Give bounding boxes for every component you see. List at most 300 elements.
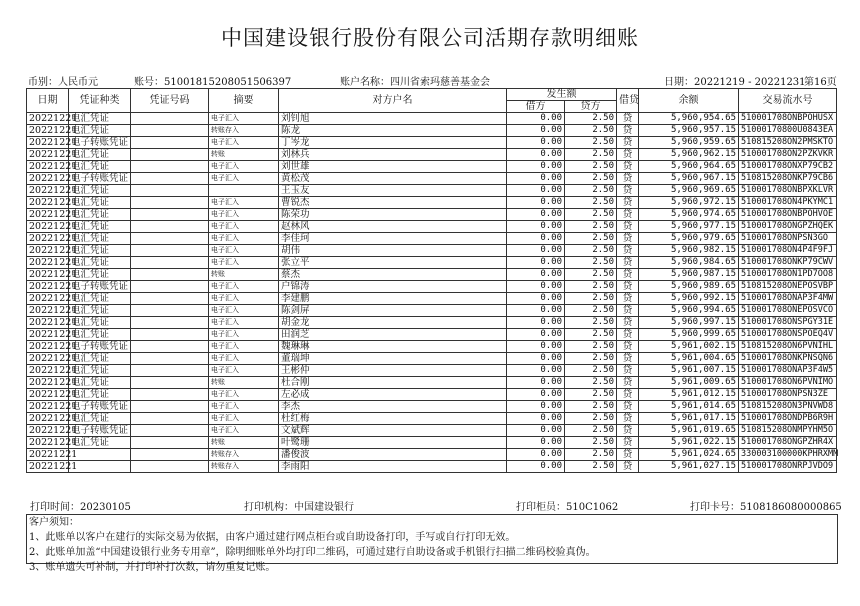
row-voucher-type: 电子转账凭证 xyxy=(69,281,131,293)
table-row xyxy=(27,269,837,281)
row-summary: 转账 xyxy=(209,149,279,161)
row-debit: 0.00 xyxy=(507,317,565,329)
table-row xyxy=(27,197,837,209)
table-row xyxy=(27,125,837,137)
row-balance: 5,960,977.15 xyxy=(639,221,739,233)
row-voucher-number xyxy=(131,377,209,389)
row-debit-credit: 贷 xyxy=(617,245,639,257)
row-debit-credit: 贷 xyxy=(617,185,639,197)
row-serial: 510001708ONKPNSQN6 xyxy=(739,353,837,365)
row-counterparty: 潘俊波 xyxy=(279,449,507,461)
row-date: 20221221 xyxy=(27,233,69,245)
row-balance: 5,961,027.15 xyxy=(639,461,739,473)
row-serial: 510001708ONBPOHVOE xyxy=(739,209,837,221)
row-voucher-number xyxy=(131,365,209,377)
row-debit: 0.00 xyxy=(507,161,565,173)
row-serial: 510001708ONGPZHQEK xyxy=(739,221,837,233)
row-summary: 电子汇入 xyxy=(209,173,279,185)
row-voucher-number xyxy=(131,341,209,353)
table-row xyxy=(27,185,837,197)
row-debit: 0.00 xyxy=(507,233,565,245)
row-date: 20221221 xyxy=(27,437,69,449)
row-balance: 5,960,987.15 xyxy=(639,269,739,281)
table-row xyxy=(27,389,837,401)
row-date: 20221221 xyxy=(27,341,69,353)
table-row xyxy=(27,329,837,341)
statement-meta xyxy=(28,73,838,87)
row-counterparty: 董瑞坤 xyxy=(279,353,507,365)
row-summary: 电子汇入 xyxy=(209,353,279,365)
row-voucher-type: 电汇凭证 xyxy=(69,317,131,329)
transaction-rows xyxy=(27,113,837,473)
row-counterparty: 李建鹏 xyxy=(279,293,507,305)
row-summary: 电子汇入 xyxy=(209,401,279,413)
row-counterparty: 刘世雄 xyxy=(279,161,507,173)
row-summary: 电子汇入 xyxy=(209,305,279,317)
row-credit: 2.50 xyxy=(565,281,617,293)
row-voucher-type: 电汇凭证 xyxy=(69,437,131,449)
row-summary: 电子汇入 xyxy=(209,245,279,257)
row-voucher-number xyxy=(131,389,209,401)
row-counterparty: 陈龙 xyxy=(279,125,507,137)
row-debit: 0.00 xyxy=(507,197,565,209)
row-balance: 5,961,012.15 xyxy=(639,389,739,401)
row-counterparty: 胡伟 xyxy=(279,245,507,257)
row-summary: 转账 xyxy=(209,437,279,449)
row-credit: 2.50 xyxy=(565,413,617,425)
row-serial: 510815208ONMPYHM5O xyxy=(739,425,837,437)
table-row xyxy=(27,461,837,473)
row-summary: 电子汇入 xyxy=(209,113,279,125)
row-serial: 510001708ONDPB6R9H xyxy=(739,413,837,425)
row-serial: 510001708ONKP79CWV xyxy=(739,257,837,269)
row-debit: 0.00 xyxy=(507,209,565,221)
page-number: 第16页 xyxy=(804,77,837,88)
statement-date-range: 日期：20221219 - 20221231 xyxy=(664,77,806,88)
row-balance: 5,961,007.15 xyxy=(639,365,739,377)
row-debit-credit: 贷 xyxy=(617,221,639,233)
row-counterparty: 魏琳琳 xyxy=(279,341,507,353)
row-serial: 510001708ONPSN3GO xyxy=(739,233,837,245)
row-date: 20221221 xyxy=(27,329,69,341)
row-date: 20221221 xyxy=(27,281,69,293)
row-debit-credit: 贷 xyxy=(617,281,639,293)
row-date: 20221221 xyxy=(27,137,69,149)
table-row xyxy=(27,437,837,449)
row-voucher-type: 电汇凭证 xyxy=(69,197,131,209)
row-balance: 5,960,957.15 xyxy=(639,125,739,137)
row-balance: 5,960,982.15 xyxy=(639,245,739,257)
row-counterparty: 左必成 xyxy=(279,389,507,401)
row-debit-credit: 贷 xyxy=(617,353,639,365)
row-debit-credit: 贷 xyxy=(617,149,639,161)
row-serial: 510001708ON6PVNIMO xyxy=(739,377,837,389)
row-date: 20221221 xyxy=(27,461,69,473)
row-debit-credit: 贷 xyxy=(617,341,639,353)
row-date: 20221221 xyxy=(27,173,69,185)
row-counterparty: 丁岑龙 xyxy=(279,137,507,149)
row-serial: 510001708ONRPJVDO9 xyxy=(739,461,837,473)
table-row xyxy=(27,293,837,305)
notes-item: 1、此账单以客户在建行的实际交易为依据，由客户通过建行网点柜台或自助设备打印，手写或自行打印无效。 xyxy=(29,532,516,543)
row-date: 20221221 xyxy=(27,245,69,257)
row-balance: 5,961,024.65 xyxy=(639,449,739,461)
row-debit: 0.00 xyxy=(507,401,565,413)
header-debit: 借方 xyxy=(507,101,565,113)
row-debit-credit: 贷 xyxy=(617,317,639,329)
row-balance: 5,960,962.15 xyxy=(639,149,739,161)
print-counter: 打印柜员：510C1062 xyxy=(516,502,619,513)
table-row xyxy=(27,233,837,245)
row-voucher-type: 电汇凭证 xyxy=(69,185,131,197)
transaction-table xyxy=(26,88,837,473)
row-voucher-type: 电汇凭证 xyxy=(69,113,131,125)
row-date: 20221221 xyxy=(27,269,69,281)
row-debit-credit: 贷 xyxy=(617,173,639,185)
row-voucher-number xyxy=(131,317,209,329)
table-header-row xyxy=(27,89,837,101)
row-credit: 2.50 xyxy=(565,329,617,341)
account-name: 账户名称：四川省索玛慈善基金会 xyxy=(340,77,490,88)
row-counterparty: 杜合刚 xyxy=(279,377,507,389)
table-row xyxy=(27,137,837,149)
notes-heading: 客户须知： xyxy=(29,517,79,528)
notes-item: 3、账单遗失可补制，并打印补打次数，请勿重复记账。 xyxy=(29,562,276,573)
row-balance: 5,961,019.65 xyxy=(639,425,739,437)
row-serial: 510001708ONAP3F4W5 xyxy=(739,365,837,377)
row-debit: 0.00 xyxy=(507,461,565,473)
table-row xyxy=(27,257,837,269)
row-credit: 2.50 xyxy=(565,317,617,329)
row-date: 20221221 xyxy=(27,113,69,125)
row-date: 20221221 xyxy=(27,377,69,389)
customer-notes xyxy=(26,514,838,573)
row-voucher-number xyxy=(131,269,209,281)
row-debit: 0.00 xyxy=(507,221,565,233)
row-date: 20221221 xyxy=(27,161,69,173)
row-counterparty: 杜红梅 xyxy=(279,413,507,425)
row-counterparty: 陈剑屏 xyxy=(279,305,507,317)
row-serial: 510001708ONGPZHR4X xyxy=(739,437,837,449)
row-voucher-type: 电汇凭证 xyxy=(69,413,131,425)
row-date: 20221221 xyxy=(27,425,69,437)
row-date: 20221221 xyxy=(27,209,69,221)
row-credit: 2.50 xyxy=(565,353,617,365)
row-voucher-number xyxy=(131,221,209,233)
row-credit: 2.50 xyxy=(565,257,617,269)
row-debit-credit: 贷 xyxy=(617,113,639,125)
row-serial: 510001708ONAP3F4MW xyxy=(739,293,837,305)
row-date: 20221221 xyxy=(27,149,69,161)
row-debit-credit: 贷 xyxy=(617,425,639,437)
row-credit: 2.50 xyxy=(565,233,617,245)
row-serial: 510001708ONBPOHUSX xyxy=(739,113,837,125)
row-voucher-number xyxy=(131,293,209,305)
row-credit: 2.50 xyxy=(565,185,617,197)
row-credit: 2.50 xyxy=(565,197,617,209)
row-debit: 0.00 xyxy=(507,353,565,365)
row-serial: 510001708ONXP79CB2 xyxy=(739,161,837,173)
row-summary: 转账存入 xyxy=(209,125,279,137)
row-credit: 2.50 xyxy=(565,209,617,221)
header-voucher-number: 凭证号码 xyxy=(131,89,209,113)
row-voucher-type: 电汇凭证 xyxy=(69,293,131,305)
row-summary: 电子汇入 xyxy=(209,389,279,401)
row-balance: 5,961,014.65 xyxy=(639,401,739,413)
row-voucher-number xyxy=(131,329,209,341)
row-voucher-number xyxy=(131,305,209,317)
row-debit-credit: 贷 xyxy=(617,233,639,245)
row-serial: 510001708ONPSN3ZE xyxy=(739,389,837,401)
row-debit-credit: 贷 xyxy=(617,377,639,389)
row-balance: 5,961,009.65 xyxy=(639,377,739,389)
row-voucher-number xyxy=(131,413,209,425)
row-debit: 0.00 xyxy=(507,137,565,149)
row-debit: 0.00 xyxy=(507,185,565,197)
row-voucher-number xyxy=(131,173,209,185)
row-balance: 5,960,974.65 xyxy=(639,209,739,221)
row-serial: 510001708ONBPXKLVR xyxy=(739,185,837,197)
row-debit: 0.00 xyxy=(507,413,565,425)
row-summary: 电子汇入 xyxy=(209,341,279,353)
row-voucher-number xyxy=(131,245,209,257)
row-voucher-type: 电汇凭证 xyxy=(69,305,131,317)
row-debit-credit: 贷 xyxy=(617,137,639,149)
row-voucher-number xyxy=(131,425,209,437)
row-voucher-type: 电汇凭证 xyxy=(69,329,131,341)
row-serial: 510815208ON3PNVWD8 xyxy=(739,401,837,413)
row-date: 20221221 xyxy=(27,221,69,233)
row-debit-credit: 贷 xyxy=(617,257,639,269)
row-counterparty: 蔡杰 xyxy=(279,269,507,281)
row-debit-credit: 贷 xyxy=(617,365,639,377)
row-balance: 5,961,017.15 xyxy=(639,413,739,425)
row-voucher-type xyxy=(69,461,131,473)
table-row xyxy=(27,281,837,293)
row-summary: 电子汇入 xyxy=(209,365,279,377)
row-summary: 电子汇入 xyxy=(209,161,279,173)
statement-title: 中国建设银行股份有限公司活期存款明细账 xyxy=(221,26,639,50)
header-amount: 发生额 xyxy=(507,89,617,101)
row-balance: 5,960,997.15 xyxy=(639,317,739,329)
row-voucher-type: 电汇凭证 xyxy=(69,365,131,377)
row-balance: 5,960,972.15 xyxy=(639,197,739,209)
row-voucher-type: 电汇凭证 xyxy=(69,221,131,233)
row-voucher-number xyxy=(131,449,209,461)
row-counterparty: 李雨阳 xyxy=(279,461,507,473)
row-date: 20221221 xyxy=(27,185,69,197)
row-voucher-number xyxy=(131,461,209,473)
row-credit: 2.50 xyxy=(565,137,617,149)
row-summary: 电子汇入 xyxy=(209,221,279,233)
row-summary: 电子汇入 xyxy=(209,281,279,293)
row-voucher-number xyxy=(131,161,209,173)
row-debit: 0.00 xyxy=(507,437,565,449)
header-date: 日期 xyxy=(27,89,69,113)
row-summary: 电子汇入 xyxy=(209,137,279,149)
row-summary: 电子汇入 xyxy=(209,197,279,209)
row-debit: 0.00 xyxy=(507,113,565,125)
row-voucher-type: 电汇凭证 xyxy=(69,149,131,161)
table-row xyxy=(27,425,837,437)
row-debit: 0.00 xyxy=(507,293,565,305)
currency-label: 币别：人民币元 xyxy=(28,77,98,88)
row-voucher-type: 电子转账凭证 xyxy=(69,425,131,437)
row-serial: 51000170800U0843EA xyxy=(739,125,837,137)
row-debit-credit: 贷 xyxy=(617,209,639,221)
row-credit: 2.50 xyxy=(565,221,617,233)
row-debit-credit: 贷 xyxy=(617,461,639,473)
row-credit: 2.50 xyxy=(565,401,617,413)
row-voucher-type: 电汇凭证 xyxy=(69,125,131,137)
row-credit: 2.50 xyxy=(565,461,617,473)
row-summary: 转账 xyxy=(209,269,279,281)
row-voucher-number xyxy=(131,233,209,245)
row-summary: 电子汇入 xyxy=(209,293,279,305)
row-counterparty: 胡金龙 xyxy=(279,317,507,329)
row-date: 20221221 xyxy=(27,257,69,269)
row-voucher-type: 电汇凭证 xyxy=(69,245,131,257)
row-voucher-type: 电汇凭证 xyxy=(69,377,131,389)
header-balance: 余额 xyxy=(639,89,739,113)
print-time: 打印时间：20230105 xyxy=(30,502,131,513)
row-debit-credit: 贷 xyxy=(617,197,639,209)
row-date: 20221221 xyxy=(27,389,69,401)
row-debit: 0.00 xyxy=(507,173,565,185)
row-voucher-number xyxy=(131,401,209,413)
row-counterparty: 李杰 xyxy=(279,401,507,413)
row-summary: 电子汇入 xyxy=(209,425,279,437)
row-balance: 5,960,999.65 xyxy=(639,329,739,341)
row-debit: 0.00 xyxy=(507,257,565,269)
row-debit-credit: 贷 xyxy=(617,329,639,341)
row-balance: 5,960,959.65 xyxy=(639,137,739,149)
row-date: 20221221 xyxy=(27,365,69,377)
row-debit: 0.00 xyxy=(507,449,565,461)
row-voucher-number xyxy=(131,113,209,125)
row-credit: 2.50 xyxy=(565,269,617,281)
row-voucher-type: 电汇凭证 xyxy=(69,257,131,269)
row-debit-credit: 贷 xyxy=(617,449,639,461)
row-voucher-number xyxy=(131,137,209,149)
table-row xyxy=(27,305,837,317)
row-debit: 0.00 xyxy=(507,149,565,161)
row-debit-credit: 贷 xyxy=(617,125,639,137)
row-voucher-type: 电汇凭证 xyxy=(69,209,131,221)
row-balance: 5,960,989.65 xyxy=(639,281,739,293)
row-balance: 5,961,022.15 xyxy=(639,437,739,449)
row-serial: 510001708ON4P4F9FJ xyxy=(739,245,837,257)
row-credit: 2.50 xyxy=(565,305,617,317)
notes-item: 2、此账单加盖“中国建设银行业务专用章”，除明细账单外均打印二维码，可通过建行自助设备或手机银行扫描二维码校验真伪。 xyxy=(29,547,596,558)
row-summary: 电子汇入 xyxy=(209,257,279,269)
row-counterparty: 叶鹭珊 xyxy=(279,437,507,449)
row-credit: 2.50 xyxy=(565,161,617,173)
row-summary: 电子汇入 xyxy=(209,413,279,425)
row-voucher-type: 电汇凭证 xyxy=(69,389,131,401)
row-serial: 510001708ONEPOSVCO xyxy=(739,305,837,317)
row-voucher-type: 电子转账凭证 xyxy=(69,137,131,149)
row-debit-credit: 贷 xyxy=(617,269,639,281)
row-debit-credit: 贷 xyxy=(617,161,639,173)
row-credit: 2.50 xyxy=(565,341,617,353)
row-debit-credit: 贷 xyxy=(617,413,639,425)
row-date: 20221221 xyxy=(27,449,69,461)
row-serial: 510001708ON4PKYMC1 xyxy=(739,197,837,209)
header-credit: 贷方 xyxy=(565,101,617,113)
row-date: 20221221 xyxy=(27,293,69,305)
row-balance: 5,960,992.15 xyxy=(639,293,739,305)
row-date: 20221221 xyxy=(27,317,69,329)
row-balance: 5,960,994.65 xyxy=(639,305,739,317)
row-debit-credit: 贷 xyxy=(617,293,639,305)
row-voucher-number xyxy=(131,281,209,293)
row-debit: 0.00 xyxy=(507,341,565,353)
row-date: 20221221 xyxy=(27,401,69,413)
row-counterparty: 张立平 xyxy=(279,257,507,269)
table-row xyxy=(27,341,837,353)
print-org: 打印机构：中国建设银行 xyxy=(244,502,354,513)
header-summary: 摘要 xyxy=(209,89,279,113)
table-row xyxy=(27,113,837,125)
row-debit: 0.00 xyxy=(507,281,565,293)
row-counterparty: 文斌辉 xyxy=(279,425,507,437)
row-voucher-type: 电子转账凭证 xyxy=(69,341,131,353)
row-debit: 0.00 xyxy=(507,377,565,389)
row-credit: 2.50 xyxy=(565,173,617,185)
row-counterparty: 王彬仲 xyxy=(279,365,507,377)
table-row xyxy=(27,245,837,257)
row-balance: 5,960,979.65 xyxy=(639,233,739,245)
row-debit: 0.00 xyxy=(507,425,565,437)
row-voucher-type: 电子转账凭证 xyxy=(69,173,131,185)
row-date: 20221221 xyxy=(27,305,69,317)
row-credit: 2.50 xyxy=(565,293,617,305)
table-row xyxy=(27,173,837,185)
row-voucher-number xyxy=(131,125,209,137)
row-voucher-type xyxy=(69,449,131,461)
row-debit: 0.00 xyxy=(507,389,565,401)
row-voucher-type: 电汇凭证 xyxy=(69,353,131,365)
table-row xyxy=(27,209,837,221)
row-voucher-type: 电子转账凭证 xyxy=(69,401,131,413)
table-row xyxy=(27,353,837,365)
table-row xyxy=(27,377,837,389)
row-summary: 电子汇入 xyxy=(209,233,279,245)
row-balance: 5,961,004.65 xyxy=(639,353,739,365)
row-credit: 2.50 xyxy=(565,125,617,137)
row-credit: 2.50 xyxy=(565,365,617,377)
row-credit: 2.50 xyxy=(565,149,617,161)
row-credit: 2.50 xyxy=(565,449,617,461)
row-summary: 转账存入 xyxy=(209,449,279,461)
row-credit: 2.50 xyxy=(565,377,617,389)
row-debit: 0.00 xyxy=(507,365,565,377)
row-counterparty: 户锦涛 xyxy=(279,281,507,293)
row-serial: 510815208ON6PVNIHL xyxy=(739,341,837,353)
row-debit: 0.00 xyxy=(507,245,565,257)
table-row xyxy=(27,401,837,413)
row-credit: 2.50 xyxy=(565,425,617,437)
row-voucher-number xyxy=(131,149,209,161)
row-serial: 330003100000KPHRXMM xyxy=(739,449,837,461)
row-serial: 510815208ONKP79CB6 xyxy=(739,173,837,185)
row-date: 20221221 xyxy=(27,413,69,425)
table-row xyxy=(27,413,837,425)
row-counterparty: 曹锐杰 xyxy=(279,197,507,209)
row-voucher-type: 电汇凭证 xyxy=(69,233,131,245)
row-credit: 2.50 xyxy=(565,437,617,449)
